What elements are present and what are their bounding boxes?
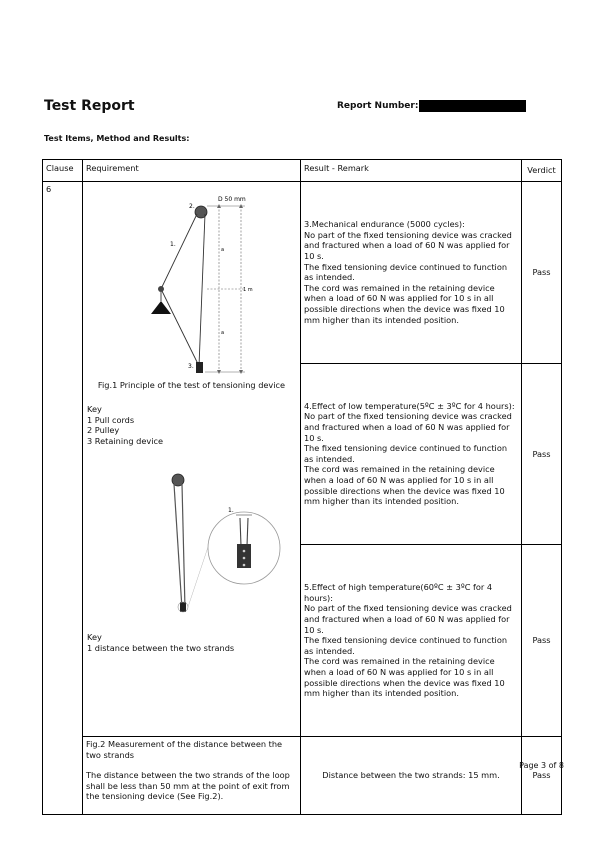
requirement-figures-cell	[83, 182, 301, 737]
results-table	[42, 159, 562, 815]
figure-1-caption: Fig.1 Principle of the test of tensioning device	[97, 380, 286, 390]
key-title: Key	[87, 404, 102, 414]
svg-text:1.: 1.	[170, 241, 176, 248]
verdict-cell: Pass	[522, 182, 562, 364]
svg-text:3.: 3.	[188, 363, 194, 370]
column-header-clause: Clause	[43, 160, 83, 182]
svg-text:D 50 mm: D 50 mm	[218, 196, 246, 203]
figure-1-tension-test-diagram	[141, 186, 291, 378]
clause-cell: 6	[43, 182, 83, 815]
key-item: 2 Pulley	[87, 425, 120, 436]
result-cell: 5.Effect of high temperature(60ºC ± 3ºC for 4 hours): No part of the fixed tensioning device was cracked and fractured when a load of 60 N was applied for 10 s. The fixed tensioning device continued to function as intended. The cord was remained in the retaining device when a load of 60 N was applied for 10 s in all possible directions when the device was fixed 10 mm higher than its intended position.	[301, 545, 522, 737]
svg-text:2.: 2.	[189, 203, 195, 210]
requirement-note-cell	[83, 737, 301, 815]
strand-distance-requirement: The distance between the two strands of the loop shall be less than 50 mm at the point of exit from the tensioning device (See Fig.2).	[86, 770, 290, 802]
svg-text:a: a	[221, 247, 225, 253]
verdict-cell: Pass	[522, 545, 562, 737]
report-title: Test Report	[44, 98, 135, 114]
figure-1-key	[87, 404, 163, 446]
column-header-result: Result - Remark	[301, 160, 522, 182]
key-item: 1 distance between the two strands	[87, 642, 235, 653]
result-cell: 4.Effect of low temperature(5ºC ± 3ºC for 4 hours): No part of the fixed tensioning device was cracked and fractured when a load of 60 N was applied for 10 s. The fixed tensioning device continued to function as intended. The cord was remained in the retaining device when a load of 60 N was applied for 10 s in all possible directions when the device was fixed 10 mm higher than its intended position.	[301, 363, 522, 545]
svg-text:1 m: 1 m	[243, 287, 253, 293]
svg-text:a: a	[221, 330, 225, 336]
key-title: Key	[87, 632, 102, 642]
key-item: 1 Pull cords	[87, 414, 135, 425]
verdict-cell: Pass	[522, 737, 562, 815]
result-cell: 3.Mechanical endurance (5000 cycles): No part of the fixed tensioning device was cracked and fractured when a load of 60 N was applied for 10 s. The fixed tensioning device continued to function as intended. The cord was remained in the retaining device when a load of 60 N was applied for 10 s in all possible directions when the device was fixed 10 mm higher than its intended position.	[301, 182, 522, 364]
table-row	[43, 737, 562, 815]
report-number-label: Report Number:	[337, 101, 419, 111]
column-header-verdict: Verdict	[522, 160, 562, 182]
retaining-device-icon	[180, 602, 186, 612]
figure-2-caption: Fig.2 Measurement of the distance between the two strands	[86, 739, 283, 760]
figure-2-strand-distance-diagram	[138, 462, 308, 622]
section-subheading: Test Items, Method and Results:	[44, 134, 190, 143]
column-header-requirement: Requirement	[83, 160, 301, 182]
report-number-redaction	[419, 100, 526, 112]
svg-text:1.: 1.	[228, 507, 234, 514]
figure-2-key	[87, 632, 234, 653]
table-header-row	[43, 160, 562, 182]
result-cell: Distance between the two strands: 15 mm.	[301, 737, 522, 815]
retaining-device-icon	[196, 362, 203, 373]
verdict-cell: Pass	[522, 363, 562, 545]
table-row	[43, 182, 562, 364]
key-item: 3 Retaining device	[87, 435, 164, 446]
page-number: Page 3 of 8	[519, 761, 564, 770]
